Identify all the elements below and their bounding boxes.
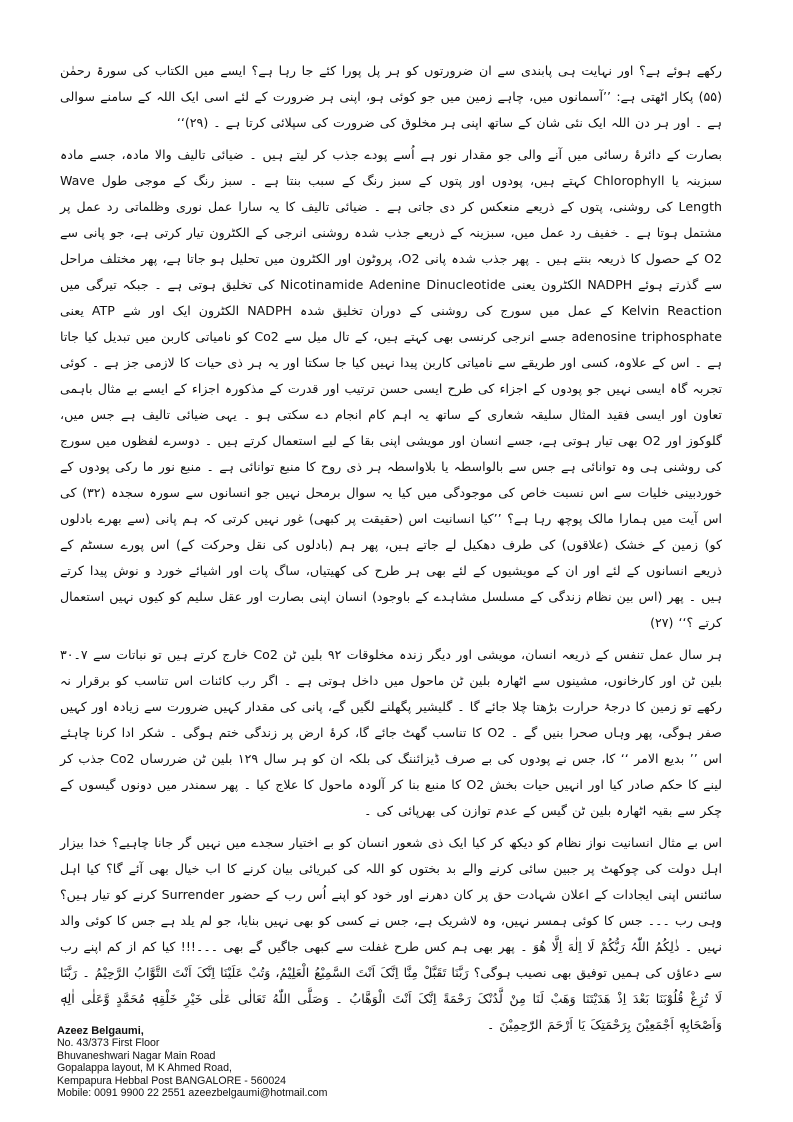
- paragraph-2: بصارت کے دائرۂ رسائی میں آنے والی جو مقدار نور ہے اُسے پودے جذب کر لیتے ہیں ۔ ضیائی تالیف والا مادہ، جسے مادہ سبزینہ یا Chlorophyll کہتے ہیں، پودوں اور پتوں کے سبز رنگ کے سبب بنتا ہے ۔ سبز رنگ کے موجی طول Wave Length کی روشنی، پتوں کے ذریعے منعکس کر دی جاتی ہے ۔ ضیائی تالیف کا یہ سارا عمل نوری وظلماتی رد عمل پر مشتمل ہوتا ہے ۔ خفیف رد عمل میں، سبزینہ کے ذریعے جذب شدہ روشنی انرجی کے الکٹرون تیار کرتی ہے، جو پانی سے O2 کے حصول کا ذریعہ بنتے ہیں ۔ پھر جذب شدہ پانی O2، پروٹون اور الکٹرون میں تحلیل ہو جاتا ہے، پھر مختلف مراحل سے گذرتے ہوئے NADPH الکٹرون یعنی Nicotinamide Adenine Dinucleotide کی تخلیق ہوتی ہے ۔ جبکہ تیرگی میں Kelvin Reaction کے عمل میں سورج کی روشنی کے دوران تخلیق شدہ NADPH الکٹرون ایک اور شے ATP یعنی adenosine triphosphate جسے انرجی کرنسی بھی کہتے ہیں، کے تال میل سے Co2 کو نامیاتی کاربن میں تبدیل کیا جاتا ہے ۔ اس کے علاوہ، کسی اور طریقے سے نامیاتی کاربن پیدا نہیں کیا جا سکتا اور یہ ہر ذی حیات کا لازمی جز ہے ۔ کوئی تجربہ گاہ ایسی نہیں جو پودوں کے اجزاء کی طرح ایسی حسن ترتیب اور قدرت کے مذکورہ اجزاء کے ایسے بے مثال باہمی تعاون اور ایسی فقید المثال سلیقہ شعاری کے ساتھ یہ اہم کام انجام دے سکتی ہو ۔ یہی ضیائی تالیف ہے جس میں، گلوکوز اور O2 بھی تیار ہوتی ہے، جسے انسان اور مویشی اپنی بقا کے لیے استعمال کرتے ہیں ۔ دوسرے لفظوں میں سورج کی روشنی ہی وہ توانائی ہے جس سے بالواسطہ یا بلاواسطہ ہر ذی روح کا منبع توانائی ہے ۔ منبع نور ما رکی پودوں کے خوردبینی خلیات سے اس نسبت خاص کی موجودگی میں کیا یہ سوال برمحل نہیں جو انسانوں سے سورہ سجدہ (۳۲) کی اس آیت میں ہمارا مالک پوچھ رہا ہے؟ ’’کیا انسانیت اس (حقیقت پر کبھی) غور نہیں کرتی کہ ہم پانی (سے بھرے بادلوں کو) زمین کے خشک (علاقوں) کی طرف دھکیل لے جاتے ہیں، پھر ہم (بادلوں کی نقل وحرکت کے) اس پورے سسٹم کے ذریعے انسانوں کے لئے اور ان کے مویشیوں کے لئے بھی ہر طرح کی کھیتیاں، ساگ پات اور اشیائے خورد و نوش پیدا کرتے ہیں ۔ پھر (اس بین نظام زندگی کے مسلسل مشاہدے کے باوجود) انسان اپنی بصارت اور عقل سلیم کو کیوں نہیں استعمال کرتے ؟‘‘ (۲۷): [60, 147, 722, 630]
- author-address-block: [57, 1025, 417, 1099]
- address-line-1: No. 43/373 First Floor: [57, 1037, 160, 1050]
- paragraph-1: رکھے ہوئے ہے؟ اور نہایت ہی پابندی سے ان ضرورتوں کو ہر پل پورا کئے جا رہا ہے؟ ایسے میں الکتاب کی سورۃ رحمٰن (۵۵) پکار اٹھتی ہے: ’’آسمانوں میں، چاہے زمین میں جو کوئی ہو، اپنی ہر ضرورت کے لئے اسی ایک اللہ کے سامنے سوالی ہے ۔ اور ہر دن اللہ ایک نئی شان کے ساتھ اپنی ہر مخلوق کی ضرورت کی سپلائی کرتا ہے ۔ (۲۹)‘‘: [60, 63, 722, 130]
- address-line-4: Kempapura Hebbal Post BANGALORE - 560024: [57, 1074, 287, 1087]
- paragraph-3: ہر سال عمل تنفس کے ذریعہ انسان، مویشی اور دیگر زندہ مخلوقات ۹۲ بلین ٹن Co2 خارج کرتے ہیں تو نباتات سے ۷۔۳۰ بلین ٹن اور کارخانوں، مشینوں سے اٹھارہ بلین ٹن ماحول میں داخل ہوتی ہے ۔ اگر رب کائنات اس تناسب کو برقرار نہ رکھے تو زمین کا درجۂ حرارت بڑھتا چلا جائے گا ۔ گلیشیر پگھلنے لگیں گے، پانی کی مقدار کہیں ضرورت سے زیادہ اور کہیں صفر ہوگی، پھر وہاں صحرا بنیں گے ۔ O2 کا تناسب گھٹ جائے گا، کرۂ ارض پر زندگی ختم ہوگی ۔ شکر ادا کرنا چاہئے اس ’’ بدیع الامر ‘‘ کا، جس نے پودوں کی بے صرف ڈیزائننگ کی بلکہ ان کو ہر سال ۱۲۹ بلین ٹن ضررساں Co2 جذب کر لینے کا حکم صادر کیا اور انہیں حیات بخش O2 کا منبع بنا کر آلودہ ماحول کا علاج کیا ۔ پھر سمندر میں دونوں گیسوں کے چکر سے بقیہ اٹھارہ بلین ٹن گیس کے عدم توازن کی بھرپائی کی ۔: [60, 647, 723, 818]
- article-body: [60, 58, 722, 1038]
- address-line-2: Bhuvaneshwari Nagar Main Road: [57, 1049, 216, 1062]
- paragraph-4: اس بے مثال انسانیت نواز نظام کو دیکھ کر کیا ایک ذی شعور انسان کو بے اختیار سجدے میں نہیں گر جانا چاہیے؟ خدا بیزار اہل دولت کی چوکھٹ پر جبین سائی کرنے والے بد بختوں کو اللہ کی کبریائی بیان کرنے کا اب خیال بھی آئے گا؟ کیا اہل سائنس اپنی ایجادات کے اعلان شہادت حق پر کان دھرنے اور خود کو اپنے اُس رب کے حضور Surrender کرنے کو تیار ہیں؟ وہی رب ۔۔۔ جس کا کوئی ہمسر نہیں، وہ لاشریک ہے، جس نے کسی کو بھی نہیں بنایا، جو لم یلد ہے جس کا کوئی والد نہیں ۔ ذٰلِکُمُ اللّٰہُ رَبُّکُمْ لَا اِلٰهَ اِلَّا هُوَ ۔ پھر بھی ہم کس طرح غفلت سے کبھی جاگیں گے بھی ۔۔۔!!! کیا کم از کم اپنے رب سے دعاؤں کی ہمیں توفیق بھی نصیب ہوگی؟ رَبَّنَا تَقَبَّلْ مِنَّا اِنَّکَ اَنْتَ السَّمِیْعُ الْعَلِیْمُ، وَتُبْ عَلَیْنَا اِنَّکَ اَنْتَ التَّوَّابُ الرَّحِیْمُ ۔ رَبَّنَا لَا تُزِغْ قُلُوْبَنَا بَعْدَ اِذْ هَدَیْتَنَا وَهَبْ لَنَا مِنْ لَّدُنْکَ رَحْمَةً اِنَّکَ اَنْتَ الْوَهَّابُ ۔ وَصَلَّی اللّٰهُ تَعَالٰی عَلٰی خَیْرِ خَلْقِهٖ مُحَمَّدٍ وَّعَلٰی اٰلِهٖ وَاَصْحَابِهٖ اَجْمَعِیْنَ بِرَحْمَتِکَ یَا اَرْحَمَ الرّٰحِمِیْنَ ۔: [60, 835, 722, 1032]
- address-line-3: Gopalappa layout, M K Ahmed Road,: [57, 1062, 232, 1075]
- author-name: Azeez Belgaumi,: [57, 1025, 144, 1037]
- contact-line: Mobile: 0091 9900 22 2551 azeezbelgaumi@hotmail.com: [57, 1087, 328, 1100]
